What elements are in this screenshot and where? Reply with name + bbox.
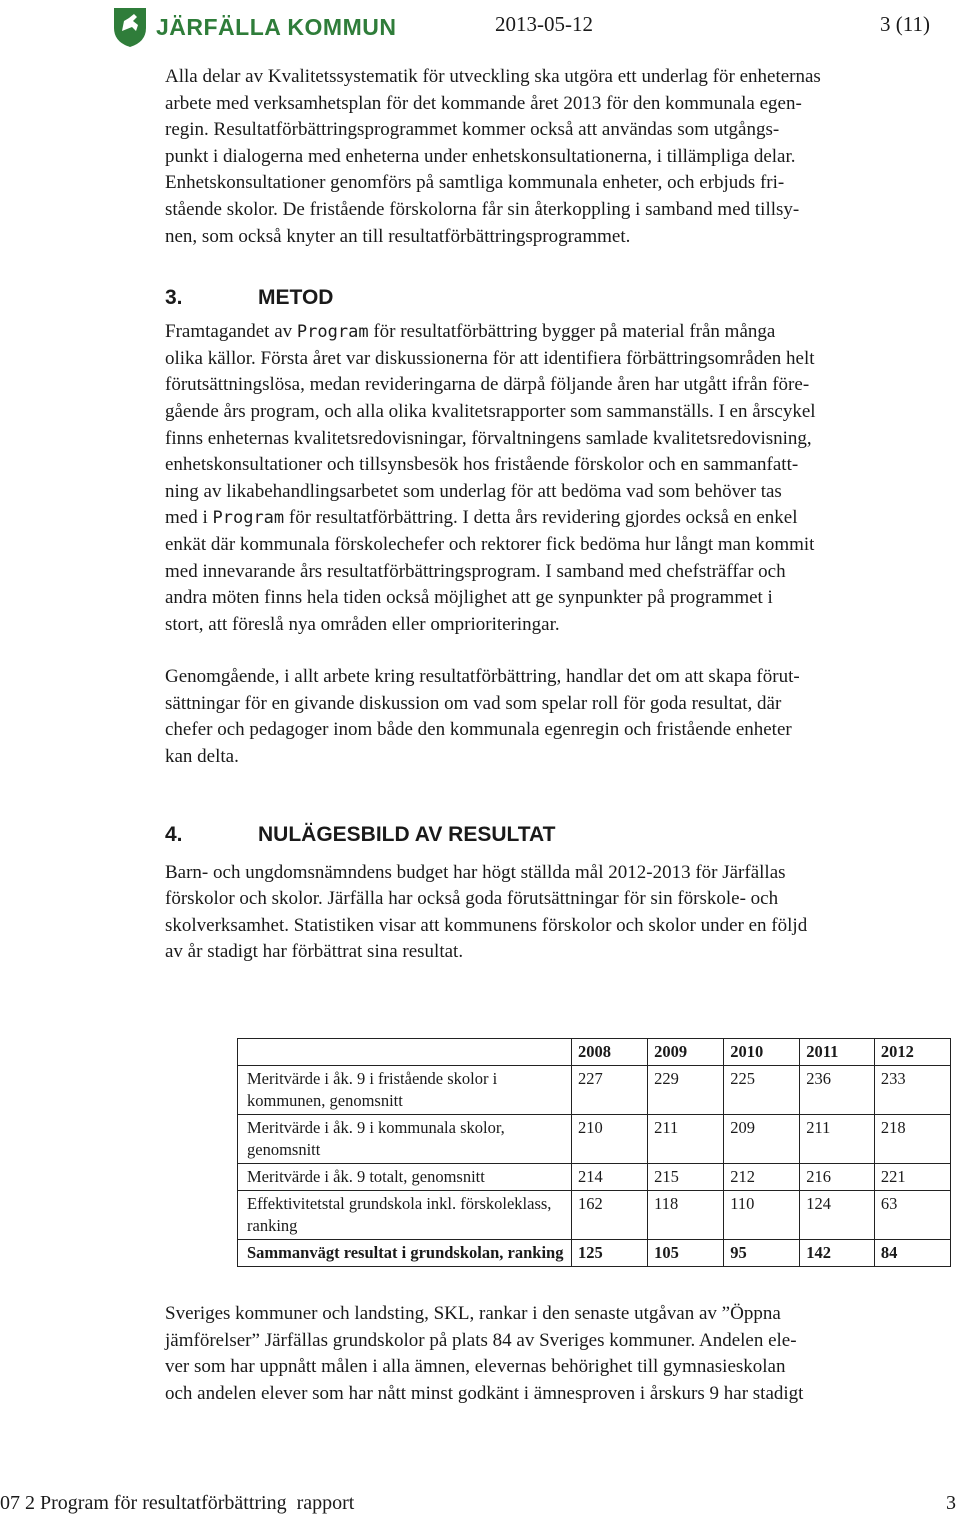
intro-paragraph [165,64,935,250]
row-label: Meritvärde i åk. 9 totalt, genomsnitt [238,1164,572,1191]
text-line: olika källor. Första året var diskussionerna för att identifiera förbättringsområden helt [165,347,815,369]
text-line: jämförelser” Järfällas grundskolor på plats 84 av Sveriges kommuner. Andelen ele- [165,1329,797,1351]
table-cell: 124 [800,1191,875,1240]
table-cell: 225 [724,1066,800,1115]
table-cell: 227 [572,1066,648,1115]
text-line: Alla delar av Kvalitetssystematik för utveckling ska utgöra ett underlag för enheternas [165,66,821,87]
year-header: 2009 [648,1039,724,1066]
text-line: punkt i dialogerna med enheterna under enhetskonsultationerna, i tillämpliga delar. [165,145,796,167]
text-line: av år stadigt har förbättrat sina resultat. [165,941,464,963]
table-cell: 236 [800,1066,875,1115]
text-line: kan delta. [165,746,239,768]
text-line: chefer och pedagoger inom både den kommunala egenregin och fristående enheter [165,719,792,741]
text-line: med innevarande års resultatförbättringsprogram. I samband med chefsträffar och [165,560,786,582]
text-line: och andelen elever som har nått minst godkänt i ämnesproven i årskurs 9 har stadigt [165,1382,804,1404]
table-cell: 125 [572,1240,648,1267]
text-line: förutsättningslösa, medan revideringarna de därpå följande åren har utgått ifrån före- [165,374,810,396]
text-line: gående års program, och alla olika kvalitetsrapporter som sammanställs. I en årscykel [165,400,816,422]
table-row [238,1115,951,1164]
table-cell: 84 [874,1240,950,1267]
table-row [238,1066,951,1115]
table-cell: 214 [572,1164,648,1191]
table-cell: 218 [874,1115,950,1164]
text-line: ning av likabehandlingsarbetet som underlag för att bedöma vad som behöver tas [165,480,782,502]
footer-page-number: 3 [946,1492,956,1514]
row-label: Effektivitetstal grundskola inkl. förskoleklass, ranking [238,1191,572,1240]
text-line: ver som har uppnått målen i alla ämnen, elevernas behörighet till gymnasieskolan [165,1356,786,1378]
footer-document-title: 07 2 Program för resultatförbättring rapport [0,1492,355,1514]
row-label: Meritvärde i åk. 9 i fristående skolor i kommunen, genomsnitt [238,1066,572,1115]
table-cell: 215 [648,1164,724,1191]
municipality-logo [112,4,397,48]
text-line: stort, att föreslå nya områden eller omprioriteringar. [165,613,560,635]
text-line: finns enheternas kvalitetsredovisningar, förvaltningens samlade kvalitetsredovisning, [165,427,812,449]
text-line: nen, som också knyter an till resultatförbättringsprogrammet. [165,225,631,247]
table-cell: 95 [724,1240,800,1267]
table-header-empty [238,1039,572,1066]
table-cell: 63 [874,1191,950,1240]
logo-text: JÄRFÄLLA KOMMUN [156,14,397,40]
section-title: NULÄGESBILD AV RESULTAT [258,822,556,846]
text-line: stående skolor. De fristående förskolorna får sin återkoppling i samband med tillsy- [165,198,800,220]
table-row [238,1191,951,1240]
text-line: andra möten finns hela tiden också möjlighet att ge synpunkter på programmet i [165,587,773,609]
row-label: Meritvärde i åk. 9 i kommunala skolor, genomsnitt [238,1115,572,1164]
text-line: arbete med verksamhetsplan för det kommande året 2013 för den kommunala egen- [165,92,802,114]
text-line: regin. Resultatförbättringsprogrammet kommer också att användas som utgångs- [165,119,780,141]
table-row [238,1240,951,1267]
skl-paragraph [165,1301,950,1407]
section-number: 3. [165,286,183,310]
table-row [238,1164,951,1191]
text-line: skolverksamhet. Statistiken visar att kommunens förskolor och skolor under en följd [165,914,808,936]
header-date: 2013-05-12 [495,12,593,36]
text-line: Genomgående, i allt arbete kring resultatförbättring, handlar det om att skapa förut- [165,666,800,688]
section-heading-nulagesbild [165,823,935,847]
table-cell: 142 [800,1240,875,1267]
text-line: Barn- och ungdomsnämndens budget har högt ställda mål 2012-2013 för Järfällas [165,861,786,883]
year-header: 2011 [800,1039,875,1066]
table-cell: 118 [648,1191,724,1240]
nulagesbild-paragraph [165,860,935,966]
table-header-row [238,1039,951,1066]
metod-paragraph [165,319,935,638]
text-line: Sveriges kommuner och landsting, SKL, rankar i den senaste utgåvan av ”Öppna [165,1303,781,1324]
table-cell: 211 [800,1115,875,1164]
text-line: sättningar för en givande diskussion om vad som spelar roll för goda resultat, där [165,692,782,714]
table-cell: 216 [800,1164,875,1191]
header-page-number: 3 (11) [880,12,930,36]
table-cell: 210 [572,1115,648,1164]
results-table [237,1038,951,1267]
text-line: enhetskonsultationer och tillsynsbesök hos fristående förskolor och en sammanfatt- [165,454,799,476]
text-line: förskolor och skolor. Järfälla har också goda förutsättningar för sin förskole- och [165,888,779,910]
metod-paragraph-2 [165,664,935,770]
table-cell: 105 [648,1240,724,1267]
table-cell: 211 [648,1115,724,1164]
document-body [165,64,935,966]
table-cell: 209 [724,1115,800,1164]
table-cell: 229 [648,1066,724,1115]
year-header: 2008 [572,1039,648,1066]
table-cell: 162 [572,1191,648,1240]
section-title: METOD [258,286,334,310]
text-line: Enhetskonsultationer genomförs på samtliga kommunala enheter, och erbjuds fri- [165,172,785,194]
year-header: 2012 [874,1039,950,1066]
table-cell: 212 [724,1164,800,1191]
text-line: Framtagandet av Program för resultatförbättring bygger på material från många [165,321,776,343]
table-cell: 110 [724,1191,800,1240]
text-line: med i Program för resultatförbättring. I detta års revidering gjordes också en enkel [165,507,798,529]
section-heading-metod [165,286,935,310]
section-number: 4. [165,822,183,846]
table-cell: 221 [874,1164,950,1191]
row-label: Sammanvägt resultat i grundskolan, ranking [238,1240,572,1267]
table-cell: 233 [874,1066,950,1115]
year-header: 2010 [724,1039,800,1066]
text-line: enkät där kommunala förskolechefer och rektorer fick bedöma hur långt man kommit [165,533,815,555]
